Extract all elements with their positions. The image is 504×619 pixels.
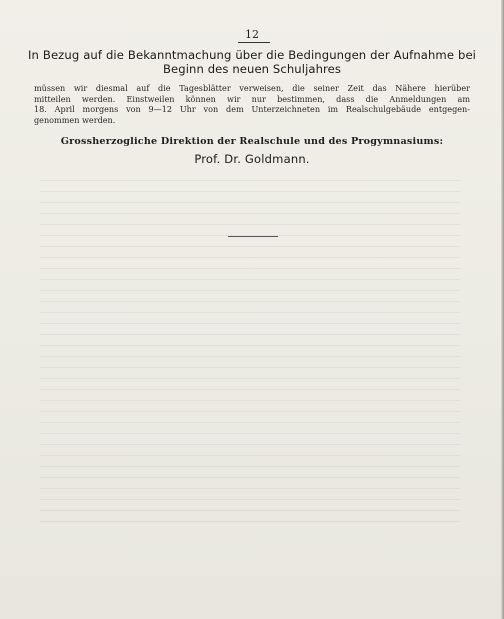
heading-line-2: Beginn des neuen Schuljahres [162,62,342,76]
heading-line-1: In Bezug auf die Bekanntmachung über die Bedingungen der Aufnahme bei [28,48,476,62]
body-line-1: müssen wir diesmal auf die Tagesblätter verweisen, die seiner Zeit das Nähere hierüber [34,83,470,93]
body-paragraph [34,83,470,125]
signature-name: Prof. Dr. Goldmann. [194,152,310,166]
signature-institution: Grossherzogliche Direktion der Realschule und des Progymnasiums: [60,136,444,147]
page-number: 12 [245,28,259,41]
body-line-3: 18. April morgens von 9—12 Uhr von dem Unterzeichneten im Realschulgebäude entgegen- [34,104,470,115]
show-through-texture [40,180,460,560]
page-number-underline [238,42,270,43]
body-line-4: genommen werden. [34,114,116,125]
section-heading [28,48,476,76]
body-line-2: mitteilen werden. Einstweilen können wir nur bestimmen, dass die Anmeldungen am [34,93,470,104]
